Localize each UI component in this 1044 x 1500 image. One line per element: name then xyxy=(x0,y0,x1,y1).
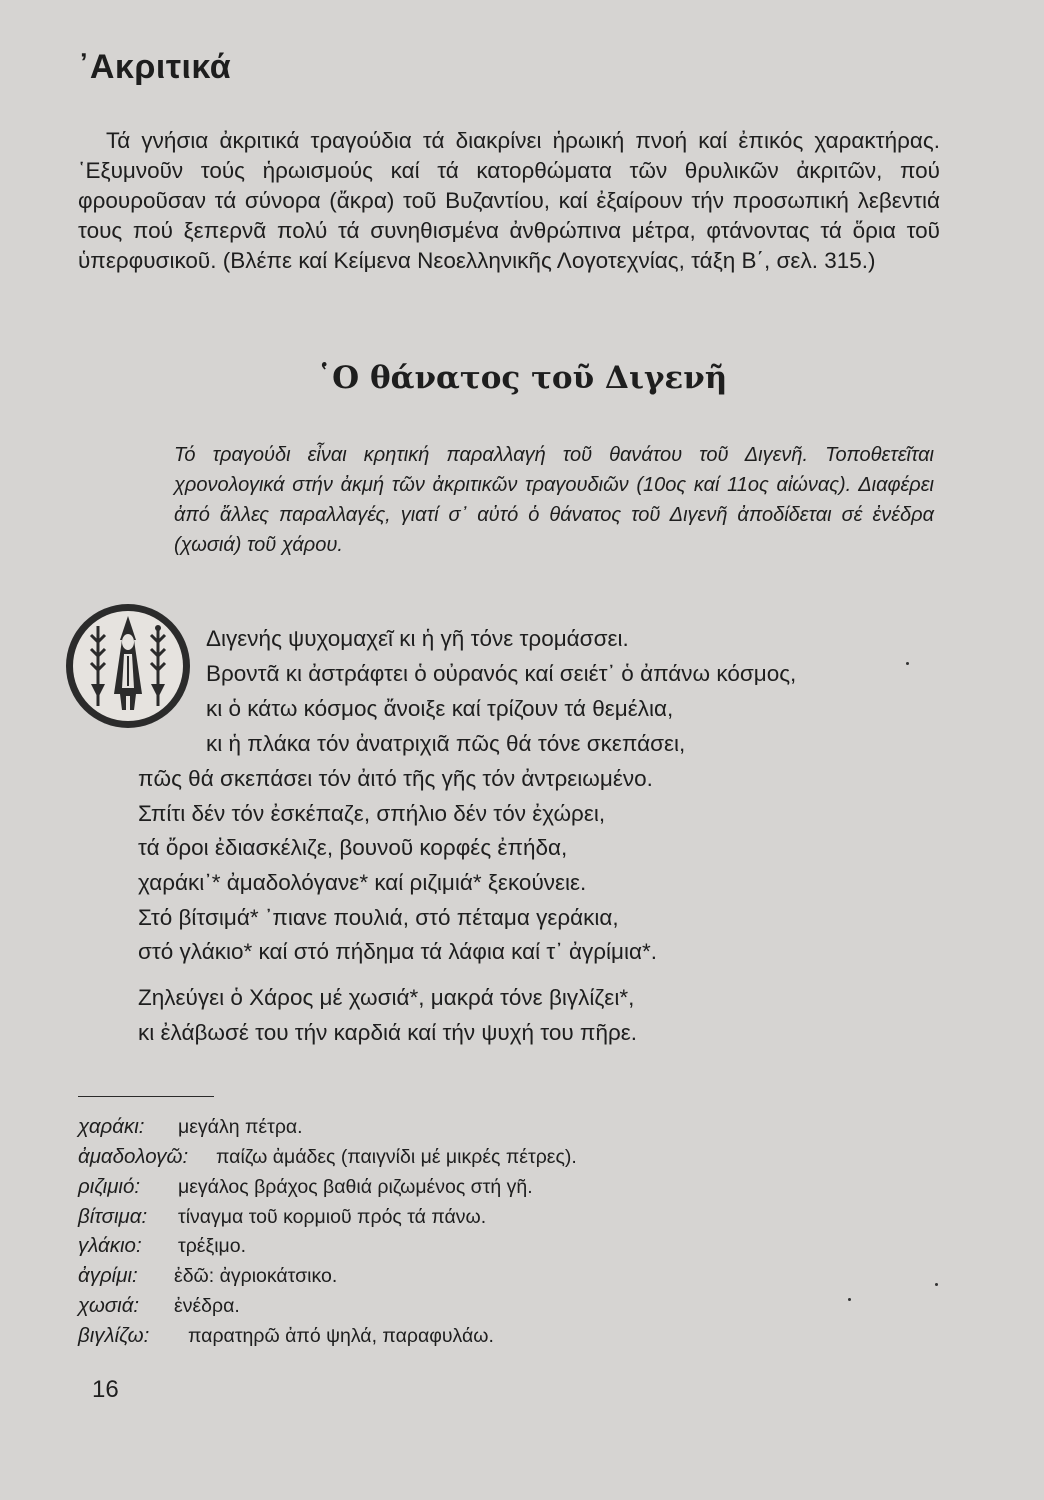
verse-line: Βροντᾶ κι ἀστράφτει ὁ οὐρανός καί σειέτ᾿ ὁ ἀπάνω κόσμος, xyxy=(206,661,797,686)
verse-line: Σπίτι δέν τόν ἐσκέπαζε, σπήλιο δέν τόν ἐχώρει, xyxy=(138,801,606,826)
footnote-definition: ἐνέδρα. xyxy=(174,1295,240,1317)
footnote xyxy=(78,1292,240,1320)
footnote-definition: τίναγμα τοῦ κορμιοῦ πρός τά πάνω. xyxy=(178,1206,487,1228)
verse-line: Διγενής ψυχομαχεῖ κι ἡ γῆ τόνε τρομάσσει. xyxy=(206,626,629,651)
footnote-term: ριζιμιό: xyxy=(78,1175,141,1198)
verse-line: κι ὁ κάτω κόσμος ἄνοιξε καί τρίζουν τά θεμέλια, xyxy=(206,696,674,721)
footnote xyxy=(78,1143,577,1171)
footnote xyxy=(78,1113,303,1141)
verse-line: πῶς θά σκεπάσει τόν ἀιτό τῆς γῆς τόν ἀντρειωμένο. xyxy=(138,766,653,791)
verse-line: στό γλάκιο* καί στό πήδημα τά λάφια καί τ᾿ ἀγρίμια*. xyxy=(138,939,658,964)
print-speck xyxy=(848,1298,851,1301)
page-number: 16 xyxy=(92,1376,119,1403)
footnote-definition: ἐδῶ: ἀγριοκάτσικο. xyxy=(174,1265,338,1287)
footnote xyxy=(78,1262,338,1290)
footnote-definition: παίζω ἀμάδες (παιγνίδι μέ μικρές πέτρες). xyxy=(216,1146,577,1168)
print-speck xyxy=(935,1283,938,1286)
footnote-term: βίτσιμα: xyxy=(78,1205,148,1228)
footnote xyxy=(78,1322,494,1350)
footnote-definition: τρέξιμο. xyxy=(178,1235,247,1257)
section-title: ᾿Ακριτικά xyxy=(78,48,232,86)
footnote-definition: παρατηρῶ ἀπό ψηλά, παραφυλάω. xyxy=(188,1325,494,1347)
verse-line: τά ὄροι ἐδιασκέλιζε, βουνοῦ κορφές ἐπήδα, xyxy=(138,835,568,860)
footnote xyxy=(78,1173,533,1201)
footnote-term: ἀγρίμι: xyxy=(78,1264,138,1287)
verse-line: Ζηλεύγει ὁ Χάρος μέ χωσιά*, μακρά τόνε βιγλίζει*, xyxy=(138,985,635,1010)
footnote-term: γλάκιο: xyxy=(78,1234,142,1257)
poem-title: ῾Ο θάνατος τοῦ Διγενῆ xyxy=(316,360,728,396)
verse-line: Στό βίτσιμά* ᾿πιανε πουλιά, στό πέταμα γεράκια, xyxy=(138,905,619,930)
footnote-term: χαράκι: xyxy=(78,1115,145,1138)
footnote-divider xyxy=(78,1096,214,1097)
footnote-term: βιγλίζω: xyxy=(78,1324,150,1347)
verse-line: κι ἐλάβωσέ του τήν καρδιά καί τήν ψυχή του πῆρε. xyxy=(138,1020,638,1045)
verse-line: χαράκι᾿* ἀμαδολόγανε* καί ριζιμιά* ξεκούνειε. xyxy=(138,870,587,895)
footnote-term: ἀμαδολογῶ: xyxy=(78,1145,189,1168)
footnote xyxy=(78,1232,247,1260)
footnote-definition: μεγάλος βράχος βαθιά ριζωμένος στή γῆ. xyxy=(178,1176,533,1198)
footnote-definition: μεγάλη πέτρα. xyxy=(178,1116,303,1138)
verse-line: κι ἡ πλάκα τόν ἀνατριχιᾶ πῶς θά τόνε σκεπάσει, xyxy=(206,731,686,756)
footnote-term: χωσιά: xyxy=(78,1294,140,1317)
footnote xyxy=(78,1203,487,1231)
print-speck xyxy=(906,662,909,665)
intro-paragraph: Τά γνήσια ἀκριτικά τραγούδια τά διακρίνει ἡρωική πνοή καί ἐπικός χαρακτήρας. ῾Εξυμνοῦν τούς ἡρωισμούς καί τά κατορθώματα τῶν θρυλικῶν ἀκριτῶν, πού φρουροῦσαν τά σύνορα (ἄκρα) τοῦ Βυζαντίου, καί ἐξαίρουν τήν προσωπική λεβεντιά τους πού ξεπερνᾶ πολύ τά συνηθισμένα ἀνθρώπινα μέτρα, φτάνοντας τά ὅρια τοῦ ὑπερφυσικοῦ. (Βλέπε καί Κείμενα Νεοελληνικῆς Λογοτεχνίας, τάξη Β΄, σελ. 315.) xyxy=(78,128,940,273)
poem-note: Τό τραγούδι εἶναι κρητική παραλλαγή τοῦ θανάτου τοῦ Διγενῆ. Τοποθετεῖται χρονολογικά στήν ἀκμή τῶν ἀκριτικῶν τραγουδιῶν (10ος καί 11ος αἰώνας). Διαφέρει ἀπό ἄλλες παραλλαγές, γιατί σ᾿ αὐτό ὁ θάνατος τοῦ Διγενῆ ἀποδίδεται σέ ἐνέδρα (χωσιά) τοῦ χάρου. xyxy=(174,444,934,556)
warrior-emblem-icon xyxy=(64,602,192,730)
